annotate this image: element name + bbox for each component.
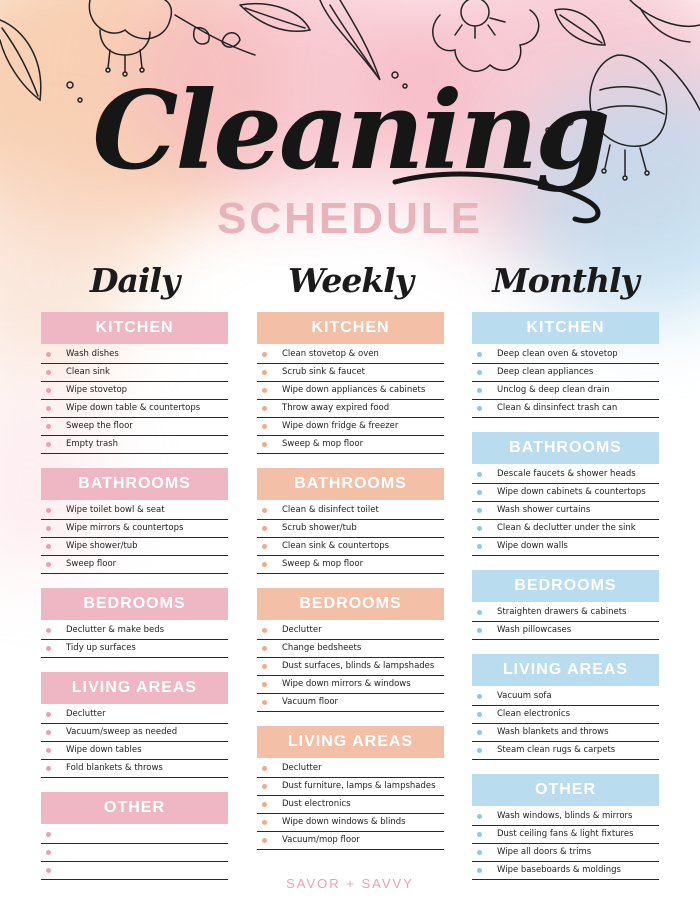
dot-icon bbox=[262, 352, 267, 357]
task-label: Deep clean appliances bbox=[497, 367, 594, 377]
task-label: Sweep & mop floor bbox=[282, 439, 364, 449]
task-item bbox=[41, 346, 228, 364]
dot-icon bbox=[46, 388, 51, 393]
dot-icon bbox=[46, 544, 51, 549]
task-item bbox=[41, 400, 228, 418]
task-item bbox=[257, 502, 444, 520]
task-list bbox=[257, 760, 444, 850]
dot-icon bbox=[262, 562, 267, 567]
page-title: Cleaning bbox=[92, 68, 608, 194]
dot-icon bbox=[477, 748, 482, 753]
task-label: Clean & dinsinfect trash can bbox=[497, 403, 618, 413]
task-item bbox=[257, 436, 444, 454]
task-item bbox=[472, 808, 659, 826]
task-label: Wipe down windows & blinds bbox=[282, 817, 406, 827]
dot-icon bbox=[46, 442, 51, 447]
brand-footer: SAVOR + SAVVY bbox=[286, 876, 414, 891]
dot-icon bbox=[46, 868, 51, 873]
section-bedrooms bbox=[472, 570, 659, 640]
column-weekly bbox=[257, 255, 444, 864]
task-label: Wipe down fridge & freezer bbox=[282, 421, 399, 431]
task-label: Vacuum sofa bbox=[497, 691, 552, 701]
task-label: Tidy up surfaces bbox=[66, 643, 136, 653]
task-item bbox=[41, 760, 228, 778]
dot-icon bbox=[477, 832, 482, 837]
task-item bbox=[41, 436, 228, 454]
task-item bbox=[257, 778, 444, 796]
task-label: Wipe down cabinets & countertops bbox=[497, 487, 646, 497]
section-heading: KITCHEN bbox=[257, 312, 444, 344]
task-label: Sweep floor bbox=[66, 559, 117, 569]
dot-icon bbox=[477, 814, 482, 819]
task-list bbox=[472, 604, 659, 640]
task-label: Wipe down table & countertops bbox=[66, 403, 201, 413]
task-item bbox=[257, 364, 444, 382]
dot-icon bbox=[262, 526, 267, 531]
dot-icon bbox=[262, 784, 267, 789]
dot-icon bbox=[46, 508, 51, 513]
task-label: Dust ceiling fans & light fixtures bbox=[497, 829, 634, 839]
dot-icon bbox=[477, 490, 482, 495]
section-heading: OTHER bbox=[472, 774, 659, 806]
task-label: Declutter & make beds bbox=[66, 625, 165, 635]
task-item bbox=[257, 556, 444, 574]
section-heading: BATHROOMS bbox=[41, 468, 228, 500]
section-heading: BATHROOMS bbox=[472, 432, 659, 464]
task-item bbox=[41, 418, 228, 436]
task-label: Empty trash bbox=[66, 439, 118, 449]
task-label: Change bedsheets bbox=[282, 643, 362, 653]
task-label: Wash shower curtains bbox=[497, 505, 591, 515]
task-item bbox=[41, 724, 228, 742]
dot-icon bbox=[262, 424, 267, 429]
dot-icon bbox=[262, 820, 267, 825]
task-item bbox=[472, 742, 659, 760]
task-label: Wipe stovetop bbox=[66, 385, 128, 395]
task-item bbox=[257, 538, 444, 556]
task-label: Wipe down mirrors & windows bbox=[282, 679, 411, 689]
section-kitchen bbox=[472, 312, 659, 418]
task-item bbox=[472, 706, 659, 724]
flower-icon bbox=[433, 0, 539, 71]
section-heading: BEDROOMS bbox=[472, 570, 659, 602]
task-label: Wipe all doors & trims bbox=[497, 847, 592, 857]
task-item bbox=[472, 484, 659, 502]
task-label: Wash blankets and throws bbox=[497, 727, 609, 737]
task-label: Wash dishes bbox=[66, 349, 119, 359]
leaf-icon bbox=[555, 0, 700, 45]
dot-icon bbox=[46, 424, 51, 429]
task-item bbox=[257, 418, 444, 436]
task-label: Wipe down appliances & cabinets bbox=[282, 385, 426, 395]
dot-icon bbox=[46, 406, 51, 411]
dot-icon bbox=[262, 508, 267, 513]
task-item bbox=[41, 622, 228, 640]
task-list bbox=[472, 688, 659, 760]
task-item bbox=[257, 346, 444, 364]
task-item bbox=[257, 760, 444, 778]
column-title: Weekly bbox=[288, 261, 413, 300]
task-item bbox=[472, 382, 659, 400]
section-kitchen bbox=[41, 312, 228, 454]
task-label: Clean & declutter under the sink bbox=[497, 523, 636, 533]
task-item bbox=[472, 502, 659, 520]
section-bedrooms bbox=[41, 588, 228, 658]
task-label: Sweep & mop floor bbox=[282, 559, 364, 569]
section-kitchen bbox=[257, 312, 444, 454]
dot-icon bbox=[46, 850, 51, 855]
dot-icon bbox=[262, 442, 267, 447]
section-bathrooms bbox=[41, 468, 228, 574]
task-item bbox=[472, 844, 659, 862]
task-item bbox=[472, 538, 659, 556]
task-item bbox=[472, 604, 659, 622]
task-item bbox=[41, 502, 228, 520]
column-title: Monthly bbox=[492, 261, 639, 300]
task-label: Wipe shower/tub bbox=[66, 541, 138, 551]
section-list bbox=[472, 312, 659, 880]
task-label: Dust surfaces, blinds & lampshades bbox=[282, 661, 435, 671]
dot-icon bbox=[477, 610, 482, 615]
task-list bbox=[472, 346, 659, 418]
dot-icon bbox=[46, 562, 51, 567]
dot-icon bbox=[262, 838, 267, 843]
task-list bbox=[41, 622, 228, 658]
task-label: Descale faucets & shower heads bbox=[497, 469, 636, 479]
task-item bbox=[472, 346, 659, 364]
task-list bbox=[41, 826, 228, 880]
section-other bbox=[41, 792, 228, 880]
task-label: Wash windows, blinds & mirrors bbox=[497, 811, 633, 821]
task-item bbox=[472, 400, 659, 418]
section-heading: BATHROOMS bbox=[257, 468, 444, 500]
task-label: Clean stovetop & oven bbox=[282, 349, 379, 359]
dot-icon bbox=[46, 352, 51, 357]
dot-icon bbox=[477, 508, 482, 513]
branch-icon bbox=[175, 15, 255, 55]
task-label: Vacuum/sweep as needed bbox=[66, 727, 178, 737]
task-label: Wipe toilet bowl & seat bbox=[66, 505, 165, 515]
section-heading: KITCHEN bbox=[472, 312, 659, 344]
dot-icon bbox=[46, 712, 51, 717]
section-bathrooms bbox=[472, 432, 659, 556]
dot-icon bbox=[46, 766, 51, 771]
dot-icon bbox=[262, 700, 267, 705]
task-item bbox=[257, 832, 444, 850]
section-bedrooms bbox=[257, 588, 444, 712]
task-item bbox=[472, 520, 659, 538]
task-label: Wash pillowcases bbox=[497, 625, 572, 635]
dot-icon bbox=[262, 388, 267, 393]
page-subtitle: SCHEDULE bbox=[216, 194, 484, 243]
section-bathrooms bbox=[257, 468, 444, 574]
task-list bbox=[41, 502, 228, 574]
task-item bbox=[472, 724, 659, 742]
section-heading: OTHER bbox=[41, 792, 228, 824]
section-other bbox=[472, 774, 659, 880]
task-label: Steam clean rugs & carpets bbox=[497, 745, 616, 755]
column-monthly bbox=[472, 255, 659, 894]
task-item bbox=[41, 538, 228, 556]
dot-icon bbox=[477, 694, 482, 699]
task-item bbox=[257, 694, 444, 712]
task-item bbox=[472, 364, 659, 382]
task-list bbox=[472, 466, 659, 556]
task-item bbox=[41, 844, 228, 862]
task-label: Scrub shower/tub bbox=[282, 523, 357, 533]
task-item bbox=[257, 520, 444, 538]
task-list bbox=[41, 346, 228, 454]
section-heading: BEDROOMS bbox=[257, 588, 444, 620]
task-item bbox=[257, 400, 444, 418]
dot-icon bbox=[46, 832, 51, 837]
section-list bbox=[41, 312, 228, 880]
task-label: Clean electronics bbox=[497, 709, 571, 719]
dot-icon bbox=[262, 406, 267, 411]
dot-icon bbox=[46, 628, 51, 633]
task-item bbox=[257, 658, 444, 676]
task-label: Straighten drawers & cabinets bbox=[497, 607, 627, 617]
section-heading: KITCHEN bbox=[41, 312, 228, 344]
task-list bbox=[257, 622, 444, 712]
dot-icon bbox=[262, 766, 267, 771]
task-label: Wipe down walls bbox=[497, 541, 568, 551]
section-heading: BEDROOMS bbox=[41, 588, 228, 620]
task-item bbox=[41, 364, 228, 382]
dot-icon bbox=[477, 370, 482, 375]
dot-icon bbox=[262, 802, 267, 807]
section-heading: LIVING AREAS bbox=[257, 726, 444, 758]
dot-icon bbox=[46, 748, 51, 753]
task-item bbox=[472, 622, 659, 640]
dot-icon bbox=[46, 370, 51, 375]
dot-icon bbox=[262, 682, 267, 687]
dot-icon bbox=[477, 526, 482, 531]
dot-icon bbox=[477, 628, 482, 633]
task-item bbox=[472, 466, 659, 484]
dot-icon bbox=[46, 646, 51, 651]
task-label: Fold blankets & throws bbox=[66, 763, 163, 773]
dot-icon bbox=[477, 352, 482, 357]
task-label: Unclog & deep clean drain bbox=[497, 385, 610, 395]
flower-icon bbox=[89, 0, 171, 76]
section-list bbox=[257, 312, 444, 850]
task-item bbox=[472, 826, 659, 844]
dot-icon bbox=[477, 406, 482, 411]
dot-icon bbox=[262, 544, 267, 549]
dot-icon bbox=[46, 526, 51, 531]
task-label: Vacuum/mop floor bbox=[282, 835, 360, 845]
dot-icon bbox=[262, 646, 267, 651]
task-item bbox=[257, 382, 444, 400]
task-item bbox=[257, 622, 444, 640]
task-item bbox=[41, 826, 228, 844]
task-label: Vacuum floor bbox=[282, 697, 339, 707]
task-item bbox=[41, 556, 228, 574]
task-label: Dust electronics bbox=[282, 799, 351, 809]
section-living-areas bbox=[41, 672, 228, 778]
task-label: Wipe down tables bbox=[66, 745, 142, 755]
task-item bbox=[41, 520, 228, 538]
dot-icon bbox=[477, 472, 482, 477]
dot-icon bbox=[262, 664, 267, 669]
task-label: Dust furniture, lamps & lampshades bbox=[282, 781, 436, 791]
task-item bbox=[257, 640, 444, 658]
task-item bbox=[41, 742, 228, 760]
task-label: Declutter bbox=[66, 709, 106, 719]
task-item bbox=[257, 676, 444, 694]
dot-icon bbox=[477, 850, 482, 855]
task-label: Clean sink & countertops bbox=[282, 541, 390, 551]
dot-icon bbox=[262, 628, 267, 633]
task-label: Scrub sink & faucet bbox=[282, 367, 366, 377]
section-heading: LIVING AREAS bbox=[472, 654, 659, 686]
dot-icon bbox=[262, 370, 267, 375]
task-label: Declutter bbox=[282, 625, 322, 635]
dot-icon bbox=[477, 868, 482, 873]
task-label: Wipe baseboards & moldings bbox=[497, 865, 621, 875]
task-label: Throw away expired food bbox=[282, 403, 390, 413]
task-item bbox=[257, 796, 444, 814]
dot-icon bbox=[477, 388, 482, 393]
dot-icon bbox=[477, 712, 482, 717]
task-item bbox=[41, 382, 228, 400]
column-daily bbox=[41, 255, 228, 894]
dot-icon bbox=[46, 730, 51, 735]
task-label: Clean sink bbox=[66, 367, 110, 377]
task-item bbox=[472, 688, 659, 706]
task-item bbox=[41, 706, 228, 724]
task-label: Deep clean oven & stovetop bbox=[497, 349, 618, 359]
task-list bbox=[472, 808, 659, 880]
task-label: Wipe mirrors & countertops bbox=[66, 523, 184, 533]
task-item bbox=[257, 814, 444, 832]
task-label: Sweep the floor bbox=[66, 421, 133, 431]
dot-icon bbox=[477, 730, 482, 735]
task-label: Clean & disinfect toilet bbox=[282, 505, 379, 515]
task-label: Declutter bbox=[282, 763, 322, 773]
task-list bbox=[41, 706, 228, 778]
section-living-areas bbox=[257, 726, 444, 850]
section-heading: LIVING AREAS bbox=[41, 672, 228, 704]
task-list bbox=[257, 346, 444, 454]
task-item bbox=[41, 640, 228, 658]
section-living-areas bbox=[472, 654, 659, 760]
dot-icon bbox=[477, 544, 482, 549]
column-title: Daily bbox=[89, 261, 180, 300]
task-list bbox=[257, 502, 444, 574]
